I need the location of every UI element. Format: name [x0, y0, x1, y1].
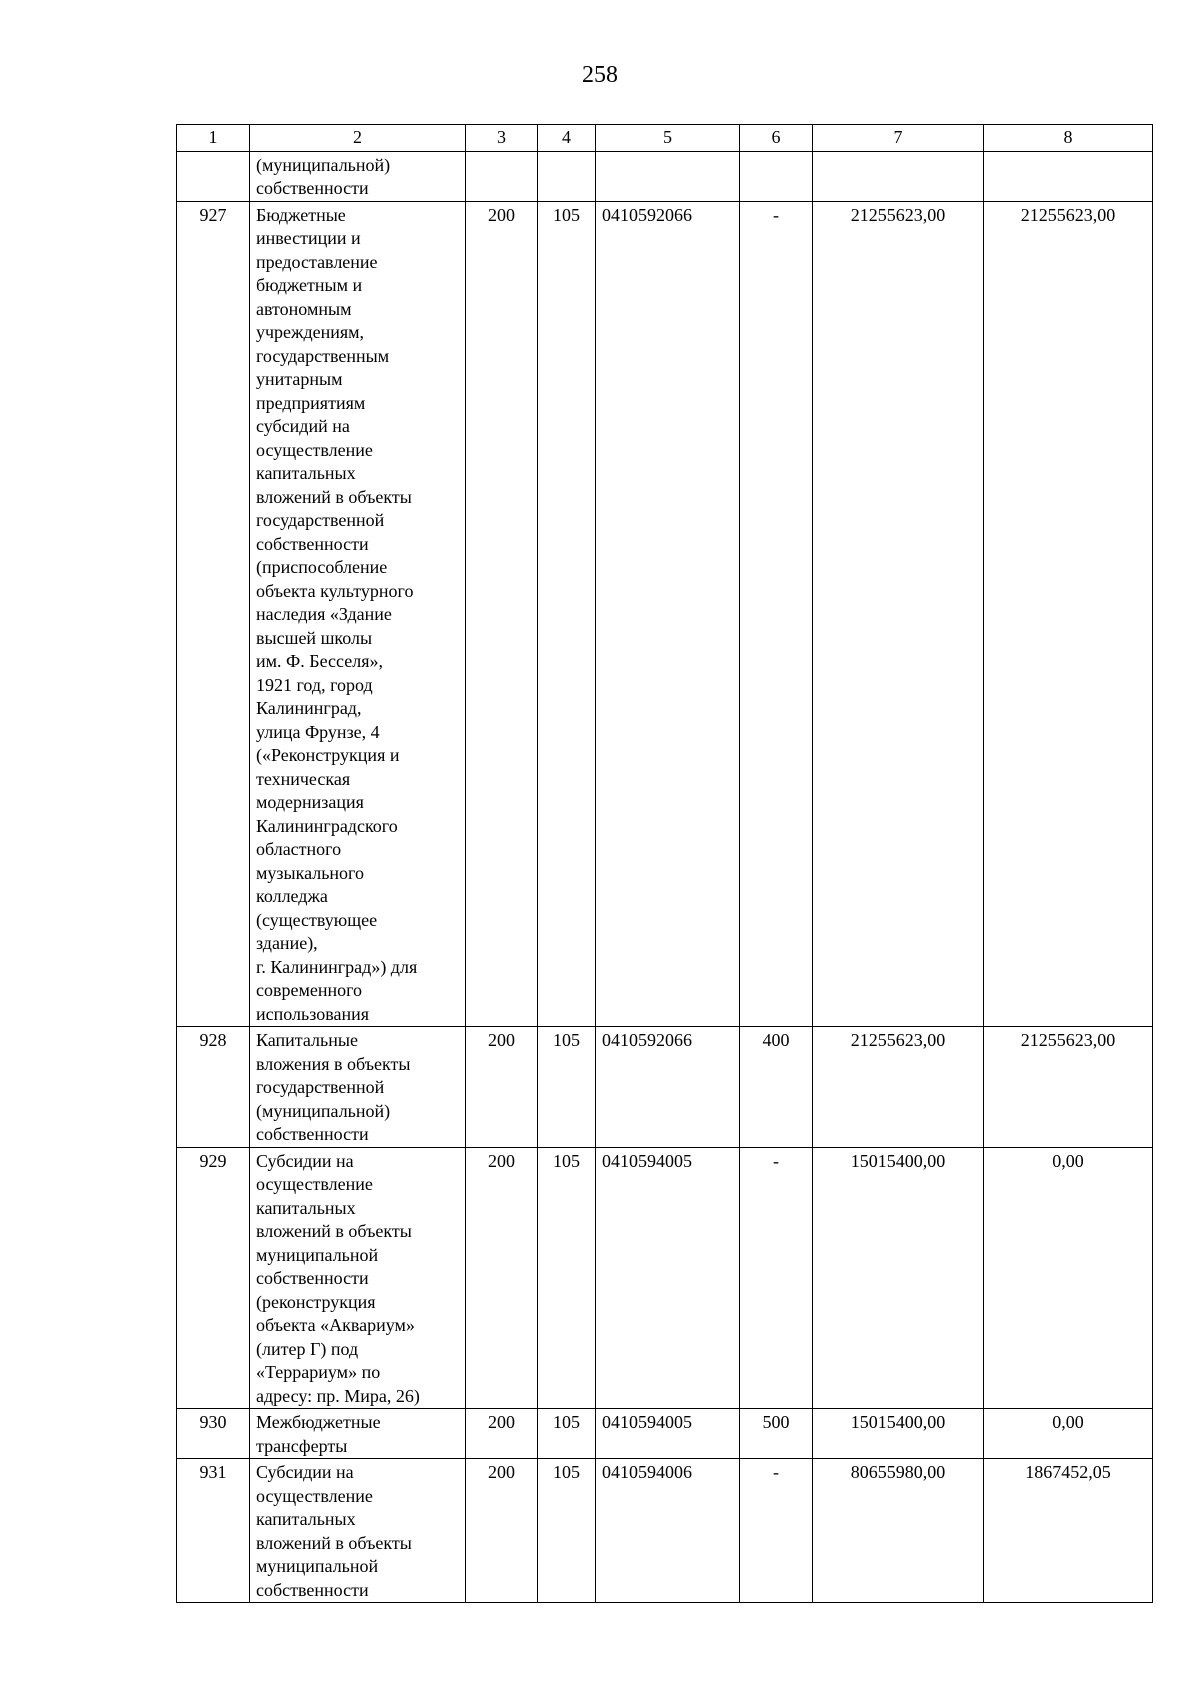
code-col-3-cell: 200	[466, 201, 538, 1027]
header-col-7: 7	[813, 125, 984, 152]
target-article-cell: 0410592066	[596, 201, 740, 1027]
table-row	[177, 1409, 1153, 1459]
code-col-3-cell	[466, 151, 538, 201]
code-col-4-cell: 105	[538, 1147, 596, 1409]
amount-col-7-cell: 15015400,00	[813, 1147, 984, 1409]
amount-col-7-cell: 21255623,00	[813, 1027, 984, 1148]
table-body	[177, 151, 1153, 1603]
table-row	[177, 1027, 1153, 1148]
code-col-4-cell: 105	[538, 1409, 596, 1459]
expense-name-cell: Бюджетные инвестиции и предоставление бюджетным и автономным учреждениям, государственным унитарным предприятиям субсидий на осуществление капитальных вложений в объекты государственной собственности (приспособление объекта культурного наследия «Здание высшей школы им. Ф. Бесселя», 1921 год, город Калининград, улица Фрунзе, 4 («Реконструкция и техническая модернизация Калининградского областного музыкального колледжа (существующее здание), г. Калининград») для современного использования	[250, 201, 466, 1027]
expense-name-cell: (муниципальной) собственности	[250, 151, 466, 201]
table-row	[177, 201, 1153, 1027]
header-col-1: 1	[177, 125, 250, 152]
header-col-4: 4	[538, 125, 596, 152]
amount-col-8-cell: 0,00	[984, 1147, 1153, 1409]
expense-type-cell: 500	[740, 1409, 813, 1459]
expense-type-cell: -	[740, 1459, 813, 1603]
code-col-3-cell: 200	[466, 1409, 538, 1459]
code-col-3-cell: 200	[466, 1027, 538, 1148]
header-col-6: 6	[740, 125, 813, 152]
amount-col-7-cell: 15015400,00	[813, 1409, 984, 1459]
amount-col-8-cell: 21255623,00	[984, 201, 1153, 1027]
target-article-cell: 0410594005	[596, 1409, 740, 1459]
target-article-cell: 0410594006	[596, 1459, 740, 1603]
amount-col-8-cell	[984, 151, 1153, 201]
row-number-cell: 930	[177, 1409, 250, 1459]
row-number-cell: 931	[177, 1459, 250, 1603]
expense-type-cell: 400	[740, 1027, 813, 1148]
code-col-4-cell: 105	[538, 1459, 596, 1603]
header-row	[177, 125, 1153, 152]
amount-col-8-cell: 21255623,00	[984, 1027, 1153, 1148]
row-number-cell: 928	[177, 1027, 250, 1148]
amount-col-7-cell: 80655980,00	[813, 1459, 984, 1603]
expense-type-cell: -	[740, 201, 813, 1027]
amount-col-8-cell: 0,00	[984, 1409, 1153, 1459]
code-col-4-cell: 105	[538, 1027, 596, 1148]
target-article-cell: 0410592066	[596, 1027, 740, 1148]
expense-name-cell: Межбюджетные трансферты	[250, 1409, 466, 1459]
amount-col-7-cell: 21255623,00	[813, 201, 984, 1027]
budget-table	[176, 124, 1153, 1603]
expense-type-cell: -	[740, 1147, 813, 1409]
amount-col-8-cell: 1867452,05	[984, 1459, 1153, 1603]
expense-type-cell	[740, 151, 813, 201]
header-col-5: 5	[596, 125, 740, 152]
expense-name-cell: Субсидии на осуществление капитальных вложений в объекты муниципальной собственности	[250, 1459, 466, 1603]
target-article-cell	[596, 151, 740, 201]
row-number-cell	[177, 151, 250, 201]
code-col-4-cell	[538, 151, 596, 201]
code-col-3-cell: 200	[466, 1147, 538, 1409]
table-row	[177, 151, 1153, 201]
target-article-cell: 0410594005	[596, 1147, 740, 1409]
header-col-2: 2	[250, 125, 466, 152]
header-col-3: 3	[466, 125, 538, 152]
table-row	[177, 1459, 1153, 1603]
expense-name-cell: Субсидии на осуществление капитальных вложений в объекты муниципальной собственности (реконструкция объекта «Аквариум» (литер Г) под «Террариум» по адресу: пр. Мира, 26)	[250, 1147, 466, 1409]
expense-name-cell: Капитальные вложения в объекты государственной (муниципальной) собственности	[250, 1027, 466, 1148]
code-col-4-cell: 105	[538, 201, 596, 1027]
page-number: 258	[582, 62, 618, 88]
row-number-cell: 927	[177, 201, 250, 1027]
header-col-8: 8	[984, 125, 1153, 152]
code-col-3-cell: 200	[466, 1459, 538, 1603]
row-number-cell: 929	[177, 1147, 250, 1409]
table-row	[177, 1147, 1153, 1409]
amount-col-7-cell	[813, 151, 984, 201]
